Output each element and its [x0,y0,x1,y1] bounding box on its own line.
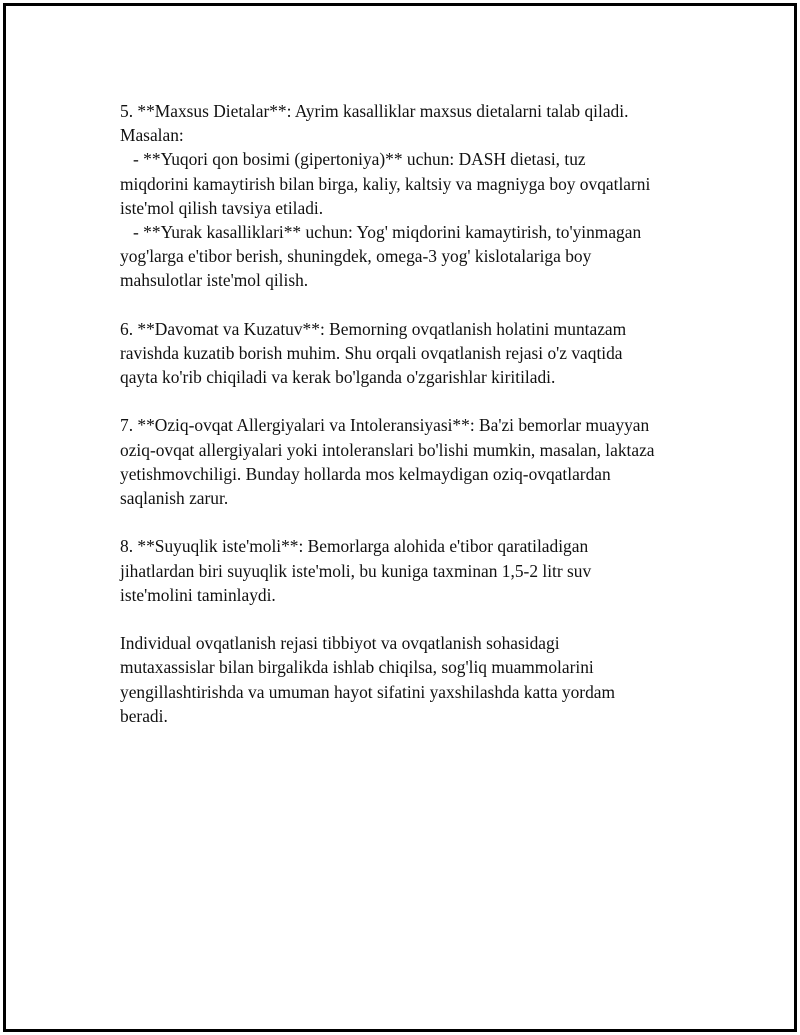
text-line: ravishda kuzatib borish muhim. Shu orqali ovqatlanish rejasi o'z vaqtida [120,342,623,363]
text-line: iste'molini taminlaydi. [120,584,276,605]
text-line: yetishmovchiligi. Bunday hollarda mos kelmaydigan oziq-ovqatlardan [120,463,611,484]
text-line: yog'larga e'tibor berish, shuningdek, omega-3 yog' kislotalariga boy [120,246,592,267]
text-line: 8. **Suyuqlik iste'moli**: Bemorlarga alohida e'tibor qaratiladigan [120,536,589,557]
paragraph-allergiyalar [120,413,710,510]
text-line: Individual ovqatlanish rejasi tibbiyot va ovqatlanish sohasidagi [120,633,560,654]
paragraph-davomat-kuzatuv [120,317,710,390]
page-frame [3,3,797,1032]
text-line: beradi. [120,705,168,726]
text-line: iste'mol qilish tavsiya etiladi. [120,197,324,218]
paragraph-gap [120,293,710,317]
text-line: saqlanish zarur. [120,488,229,508]
text-line: miqdorini kamaytirish bilan birga, kaliy, kaltsiy va magniyga boy ovqatlarni [120,173,651,194]
text-line: Masalan: [120,125,184,146]
document-body [120,99,710,728]
text-line: - **Yuqori qon bosimi (gipertoniya)** uchun: DASH dietasi, tuz [120,149,586,170]
text-line: - **Yurak kasalliklari** uchun: Yog' miqdorini kamaytirish, to'yinmagan [120,221,642,242]
text-line: mahsulotlar iste'mol qilish. [120,270,309,291]
paragraph-gap [120,389,710,413]
paragraph-suyuqlik [120,534,710,607]
text-line: yengillashtirishda va umuman hayot sifatini yaxshilashda katta yordam [120,681,616,702]
text-line: jihatlardan biri suyuqlik iste'moli, bu kuniga taxminan 1,5-2 litr suv [120,560,592,581]
paragraph-gap [120,607,710,631]
text-line: 5. **Maxsus Dietalar**: Ayrim kasalliklar maxsus dietalarni talab qiladi. [120,101,629,121]
text-line: oziq-ovqat allergiyalari yoki intoleranslari bo'lishi mumkin, masalan, laktaza [120,439,655,460]
text-line: qayta ko'rib chiqiladi va kerak bo'lganda o'zgarishlar kiritiladi. [120,367,556,388]
paragraph-maxsus-dietalar [120,99,710,293]
paragraph-gap [120,510,710,534]
text-line: 6. **Davomat va Kuzatuv**: Bemorning ovqatlanish holatini muntazam [120,318,627,339]
paragraph-conclusion [120,631,710,728]
text-line: mutaxassislar bilan birgalikda ishlab chiqilsa, sog'liq muammolarini [120,657,594,678]
text-line: 7. **Oziq-ovqat Allergiyalari va Intoleransiyasi**: Ba'zi bemorlar muayyan [120,415,650,436]
